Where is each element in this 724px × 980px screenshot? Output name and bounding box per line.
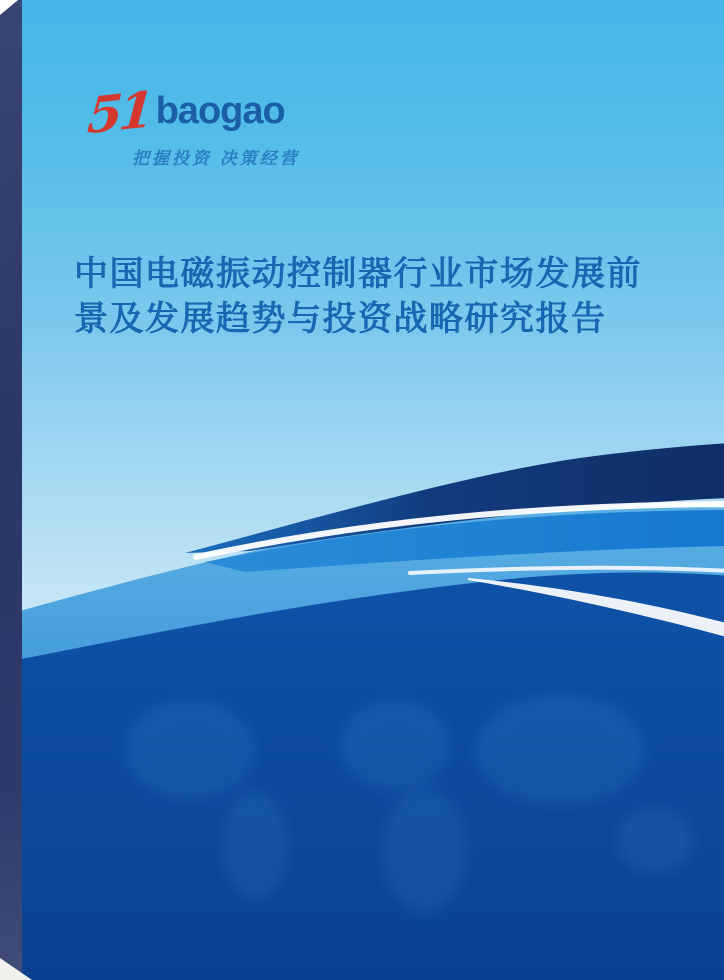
wave-graphic xyxy=(22,420,724,980)
corner-cut-bottom-left xyxy=(0,958,32,980)
report-title xyxy=(74,252,694,342)
wave-bottom-shade xyxy=(22,968,724,980)
book-spine xyxy=(0,0,22,980)
brand-slogan: 把握投资 决策经营 xyxy=(132,149,300,168)
brand-logo xyxy=(85,79,300,169)
corner-cut-top-left xyxy=(0,0,18,15)
title-line-2: 景及发展趋势与投资战略研究报告 xyxy=(74,300,607,338)
title-line-1: 中国电磁振动控制器行业市场发展前 xyxy=(74,255,642,293)
logo-51-mark: 51 xyxy=(85,79,153,146)
logo-wordmark: baogao xyxy=(155,90,285,132)
cover-page xyxy=(22,0,724,980)
logo-row xyxy=(85,79,300,146)
